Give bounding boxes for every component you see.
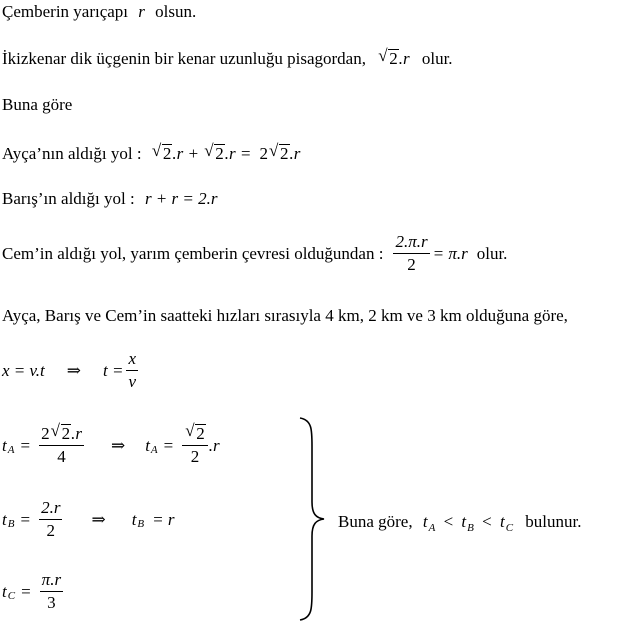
buna-gore-text: Buna göre <box>2 95 73 114</box>
ayca-term-1: .r + <box>172 144 199 163</box>
speeds-text: Ayça, Barış ve Cem’in saatteki hızları sırasıyla 4 km, 2 km ve 3 km olduğuna göre, <box>2 306 568 325</box>
ta2-symbol: t <box>145 435 150 455</box>
ta-symbol: t <box>2 435 7 455</box>
conclusion-text: Buna göre, <box>338 512 413 531</box>
line-speeds <box>2 305 568 327</box>
cem-text-end: olur. <box>476 243 508 263</box>
ta2-sqrt: √ 2 <box>185 421 205 443</box>
tc-symbol: t <box>2 581 7 601</box>
equation-tb: t B = $\frac{2.r}{2}$ ⇒ t B = r <box>2 498 175 540</box>
conclusion-end: bulunur. <box>525 512 582 531</box>
formula-t: t = <box>103 360 124 380</box>
sqrt-2-third: √ 2 <box>269 141 289 163</box>
pythagoras-text: İkizkenar dik üçgenin bir kenar uzunluğu pisagordan, <box>2 49 366 68</box>
tb-implies-arrow: ⇒ <box>91 509 106 529</box>
ta-sqrt: √ 2 <box>50 421 71 443</box>
line-cem-path <box>2 232 507 275</box>
tb-symbol: t <box>2 509 7 529</box>
ayca-label: Ayça’nın aldığı yol : <box>2 144 142 163</box>
line-baris-path <box>2 188 217 210</box>
ta2-fraction: √ 2 2 <box>182 424 208 467</box>
line-ayca-path <box>2 143 300 165</box>
line-pythagoras <box>2 48 453 70</box>
sqrt-2-first: √ 2 <box>151 141 172 163</box>
right-brace-icon <box>298 416 328 622</box>
line-formula <box>2 349 141 392</box>
cem-fraction: $\frac{2.\pi.r}{2}$ <box>395 232 428 274</box>
line-radius <box>2 1 196 23</box>
ayca-coef: 2 <box>259 144 269 163</box>
tc-fraction: $\frac{\pi.r}{3}$ <box>41 570 62 612</box>
conclusion: Buna göre, $t_A < t_B < t_C$ bulunur. <box>338 512 582 534</box>
ayca-term-3: .r <box>289 144 301 163</box>
tb2-symbol: t <box>131 509 137 529</box>
cem-rhs: = π.r <box>432 243 468 263</box>
radius-text: Çemberin yarıçapı <box>2 2 129 21</box>
pythagoras-text-end: olur. <box>421 49 453 68</box>
implies-arrow: ⇒ <box>66 360 82 380</box>
ta-implies-arrow: ⇒ <box>110 435 126 455</box>
equation-tc: t C = $\frac{\pi.r}{3}$ <box>2 570 62 612</box>
tb-fraction: $\frac{2.r}{2}$ <box>41 498 61 540</box>
ta-fraction: 2 √ 2.r 4 <box>41 421 82 466</box>
cem-label: Cem’in aldığı yol, yarım çemberin çevresi olduğundan : <box>2 243 384 263</box>
radius-text-end: olsun. <box>155 2 197 21</box>
sqrt-expression: √ 2 <box>378 46 398 68</box>
dot-r: .r <box>398 49 410 68</box>
baris-expression: r + r = 2.r <box>144 189 218 208</box>
radius-variable: r <box>138 2 145 21</box>
sqrt-2-second: √ 2 <box>204 141 224 163</box>
equation-ta: t A = 2 √ 2.r 4 ⇒ t A = √ 2 2 .r <box>2 421 220 466</box>
formula-lhs: x = v.t <box>2 360 45 380</box>
line-buna-gore <box>2 94 72 116</box>
formula-fraction: $\frac{x}{v}$ <box>128 349 137 391</box>
baris-label: Barış’ın aldığı yol : <box>2 189 135 208</box>
ayca-term-2: .r = <box>224 144 252 163</box>
